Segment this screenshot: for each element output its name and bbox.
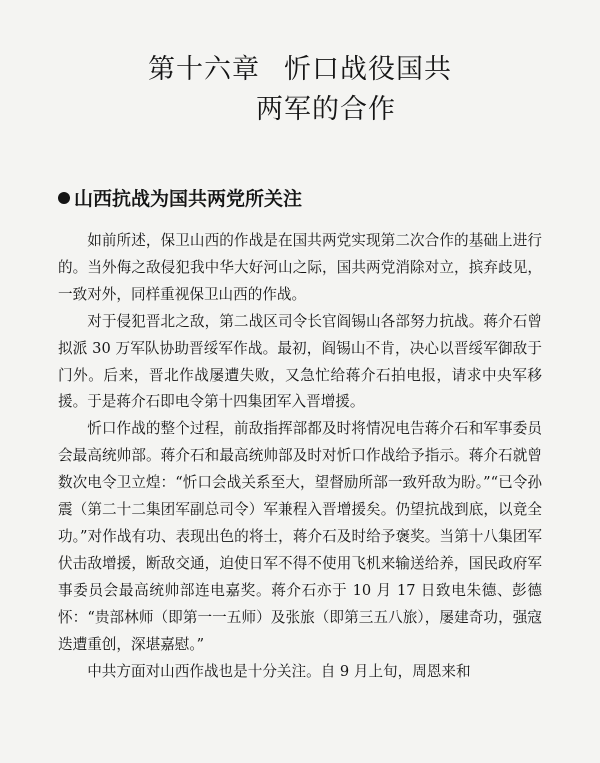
paragraph-4: 中共方面对山西作战也是十分关注。自 9 月上旬，周恩来和 (87, 662, 471, 680)
paragraph-1: 如前所述，保卫山西的作战是在国共两党实现第二次合作的基础上进行的。当外侮之敌侵犯我中华大好河山之际，国共两党消除对立，摈弃歧见，一致对外，同样重视保卫山西的作战。 (58, 232, 542, 303)
paragraph-2: 对于侵犯晋北之敌，第二战区司令长官阎锡山各部努力抗战。蒋介石曾拟派 30 万军队协助晋绥军作战。最初，阎锡山不肯，决心以晋绥军御敌于门外。后来，晋北作战屡遭失败，又急忙给蒋介石拍电报，请求中央军移援。于是蒋介石即电令第十四集团军入晋增援。 (58, 312, 542, 411)
section-heading (58, 186, 302, 212)
section-heading-text: 山西抗战为国共两党所关注 (74, 188, 303, 210)
chapter-title-line-2: 两军的合作 (256, 94, 396, 125)
chapter-title-line-1 (148, 50, 548, 90)
bullet-icon (58, 192, 70, 204)
paragraph-3: 忻口作战的整个过程，前敌指挥部都及时将情况电告蒋介石和军事委员会最高统帅部。蒋介石和最高统帅部及时对忻口作战给予指示。蒋介石就曾数次电令卫立煌：“忻口会战关系至大，望督励所部一致歼敌为盼。”“已令孙震（第二十二集团军副总司令）军兼程入晋增援矣。仍望抗战到底，以竟全功。”对作战有功、表现出色的将士，蒋介石及时给予褒奖。当第十八集团军伏击敌增援，断敌交通，迫使日军不得不使用飞机来输送给养，国民政府军事委员会最高统帅部连电嘉奖。蒋介石亦于 10 月 17 日致电朱德、彭德怀：“贵部林师（即第一一五师）及张旅（即第三五八旅），屡建奇功，强寇迭遭重创，深堪嘉慰。” (58, 420, 542, 653)
body-text (58, 228, 542, 685)
chapter-title (148, 50, 548, 130)
chapter-number: 第十六章 (148, 54, 260, 85)
chapter-title-text-1: 忻口战役国共 (284, 54, 452, 85)
